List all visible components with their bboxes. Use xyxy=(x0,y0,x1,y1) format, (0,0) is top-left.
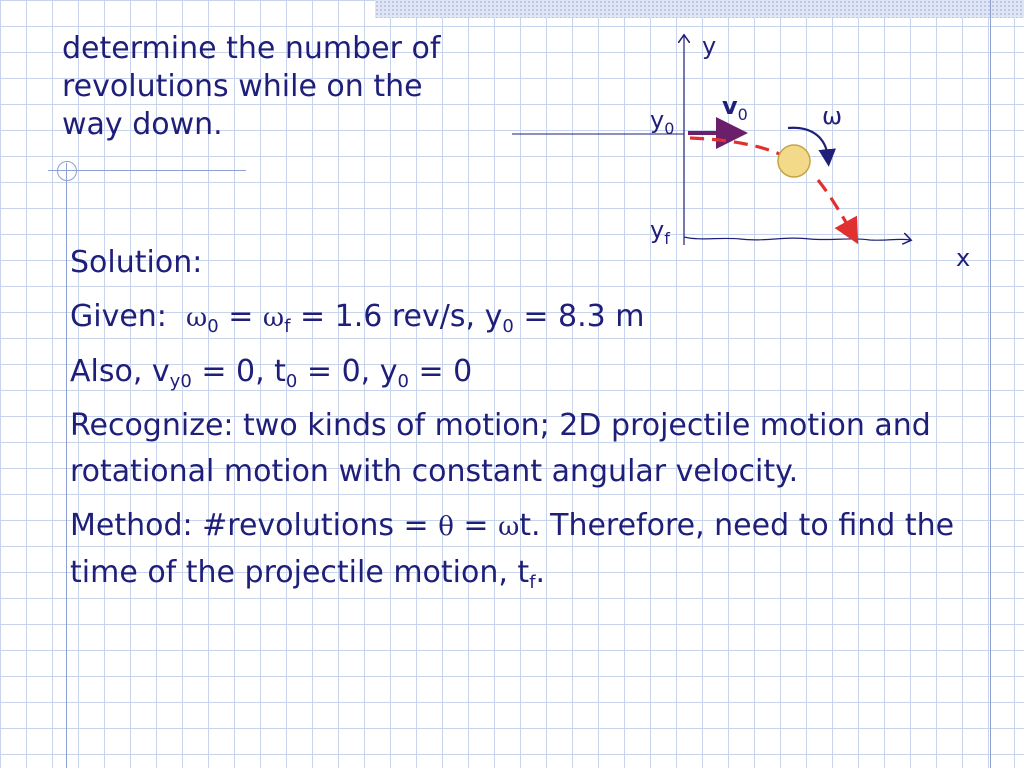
omega-symbol: ω xyxy=(498,512,520,542)
given-line: Given: $\omega_0 = \omega_f = 1.6$ rev/s, $y_0 = 8.3$ m xyxy=(70,299,645,337)
yf-label: $y_f$ xyxy=(650,216,670,248)
solution-label: Solution: xyxy=(70,245,203,280)
right-border-line xyxy=(990,0,991,768)
y-axis-label: y xyxy=(702,32,717,60)
title-underline xyxy=(48,170,246,171)
trajectory-tail xyxy=(818,180,852,233)
also-line: Also, $v_{y0} = 0$, $t_0 = 0$, $y_0 = 0$ xyxy=(70,354,473,392)
slide-body xyxy=(70,240,990,596)
theta-symbol: θ xyxy=(438,512,454,542)
method-paragraph: Method: #revolutions = θ = ωt. Therefore, need to find the time of the projectile motion, $t_f$. xyxy=(70,508,955,593)
x-axis-label: x xyxy=(956,244,971,272)
ball xyxy=(778,145,810,177)
header-decoration-band xyxy=(375,0,1024,18)
recognize-paragraph: Recognize: two kinds of motion; 2D projectile motion and rotational motion with constant angular velocity. xyxy=(70,408,931,489)
slide-title: determine the number of revolutions while on the way down. xyxy=(62,31,441,142)
y0-label: $y_0$ xyxy=(650,106,675,138)
projectile-diagram xyxy=(500,30,971,272)
omega-symbol: ω xyxy=(186,303,208,333)
left-border-line xyxy=(66,163,67,768)
omega-symbol: ω xyxy=(262,303,285,333)
corner-circle-ornament xyxy=(57,161,77,181)
v0-label: $v_0$ xyxy=(722,92,748,124)
omega-label: ω xyxy=(822,102,843,130)
